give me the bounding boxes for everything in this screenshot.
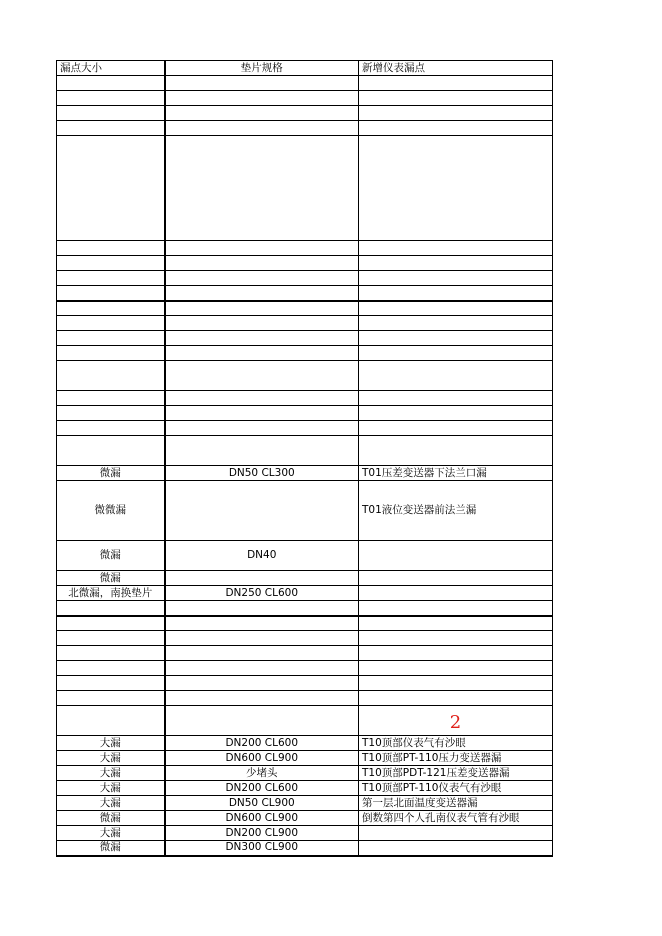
- table-row: [57, 841, 553, 856]
- leak-size-cell[interactable]: [57, 316, 165, 331]
- table-row: [57, 781, 553, 796]
- leak-size-cell[interactable]: [57, 436, 165, 466]
- gasket-spec-cell[interactable]: [165, 631, 359, 646]
- leak-point-cell[interactable]: [359, 256, 553, 271]
- leak-point-cell[interactable]: [359, 271, 553, 286]
- leak-point-cell[interactable]: [359, 106, 553, 121]
- table-row: [57, 661, 553, 676]
- leak-point-cell[interactable]: T01压差变送器下法兰口漏: [359, 466, 553, 481]
- leak-size-cell[interactable]: [57, 421, 165, 436]
- leak-size-cell[interactable]: 微漏: [57, 571, 165, 586]
- table-row: [57, 601, 553, 616]
- leak-size-cell[interactable]: [57, 646, 165, 661]
- leak-size-cell[interactable]: 微漏: [57, 811, 165, 826]
- leak-point-cell[interactable]: [359, 121, 553, 136]
- leak-point-cell[interactable]: T10顶部PT-110压力变送器漏: [359, 751, 553, 766]
- table-row: [57, 271, 553, 286]
- leak-size-cell[interactable]: 大漏: [57, 751, 165, 766]
- leak-point-cell[interactable]: [359, 601, 553, 616]
- table-row: [57, 691, 553, 706]
- leak-size-cell[interactable]: [57, 136, 165, 241]
- gasket-spec-cell[interactable]: [165, 406, 359, 421]
- leak-size-cell[interactable]: [57, 631, 165, 646]
- leak-size-cell[interactable]: [57, 616, 165, 631]
- gasket-spec-cell[interactable]: [165, 421, 359, 436]
- table-row: [57, 331, 553, 346]
- leak-point-cell[interactable]: [359, 136, 553, 241]
- table-row: [57, 301, 553, 316]
- leak-point-cell[interactable]: [359, 586, 553, 601]
- table-row: [57, 256, 553, 271]
- table-row: [57, 406, 553, 421]
- leak-size-cell[interactable]: 微微漏: [57, 481, 165, 541]
- table-row: [57, 541, 553, 571]
- leak-point-cell[interactable]: [359, 826, 553, 841]
- leak-point-cell[interactable]: [359, 676, 553, 691]
- header-row: [57, 61, 553, 76]
- leak-size-cell[interactable]: 微漏: [57, 541, 165, 571]
- gasket-spec-cell[interactable]: [165, 616, 359, 631]
- header-gasket-spec[interactable]: 垫片规格: [165, 61, 359, 76]
- gasket-spec-cell[interactable]: [165, 316, 359, 331]
- leak-size-cell[interactable]: [57, 601, 165, 616]
- leak-size-cell[interactable]: [57, 121, 165, 136]
- gasket-spec-cell[interactable]: [165, 661, 359, 676]
- leak-point-cell[interactable]: [359, 841, 553, 856]
- table-row: [57, 136, 553, 241]
- leak-point-cell[interactable]: [359, 76, 553, 91]
- gasket-spec-cell[interactable]: DN300 CL900: [165, 841, 359, 856]
- gasket-spec-cell[interactable]: [165, 346, 359, 361]
- leak-size-cell[interactable]: [57, 691, 165, 706]
- table-row: [57, 796, 553, 811]
- leak-point-cell[interactable]: [359, 421, 553, 436]
- gasket-spec-cell[interactable]: [165, 436, 359, 466]
- gasket-spec-cell[interactable]: 少堵头: [165, 766, 359, 781]
- leak-point-cell[interactable]: [359, 406, 553, 421]
- gasket-spec-cell[interactable]: [165, 481, 359, 541]
- leak-size-cell[interactable]: [57, 676, 165, 691]
- leak-size-cell[interactable]: [57, 706, 165, 736]
- leak-point-cell[interactable]: [359, 541, 553, 571]
- table-row: [57, 286, 553, 301]
- leak-size-cell[interactable]: [57, 256, 165, 271]
- leak-size-cell[interactable]: 大漏: [57, 781, 165, 796]
- table-row: [57, 346, 553, 361]
- table-row: [57, 586, 553, 601]
- gasket-spec-cell[interactable]: DN250 CL600: [165, 586, 359, 601]
- table-row: [57, 751, 553, 766]
- gasket-spec-cell[interactable]: [165, 391, 359, 406]
- leak-size-cell[interactable]: 大漏: [57, 826, 165, 841]
- leak-table: [56, 60, 553, 857]
- leak-size-cell[interactable]: [57, 346, 165, 361]
- table-row: [57, 481, 553, 541]
- leak-point-cell[interactable]: [359, 316, 553, 331]
- leak-size-cell[interactable]: [57, 106, 165, 121]
- leak-size-cell[interactable]: [57, 391, 165, 406]
- gasket-spec-cell[interactable]: DN200 CL900: [165, 826, 359, 841]
- gasket-spec-cell[interactable]: [165, 256, 359, 271]
- leak-point-cell[interactable]: [359, 436, 553, 466]
- leak-size-cell[interactable]: [57, 271, 165, 286]
- table-row: [57, 646, 553, 661]
- leak-size-cell[interactable]: 大漏: [57, 796, 165, 811]
- gasket-spec-cell[interactable]: DN600 CL900: [165, 751, 359, 766]
- leak-point-cell[interactable]: [359, 301, 553, 316]
- gasket-spec-cell[interactable]: [165, 601, 359, 616]
- table-row: [57, 766, 553, 781]
- gasket-spec-cell[interactable]: DN50 CL900: [165, 796, 359, 811]
- leak-size-cell[interactable]: [57, 406, 165, 421]
- table-row: [57, 241, 553, 256]
- table-row: [57, 571, 553, 586]
- gasket-spec-cell[interactable]: [165, 136, 359, 241]
- gasket-spec-cell[interactable]: [165, 91, 359, 106]
- leak-size-cell[interactable]: [57, 301, 165, 316]
- leak-point-cell[interactable]: [359, 571, 553, 586]
- leak-size-cell[interactable]: [57, 331, 165, 346]
- gasket-spec-cell[interactable]: DN200 CL600: [165, 736, 359, 751]
- table-row: [57, 616, 553, 631]
- gasket-spec-cell[interactable]: [165, 646, 359, 661]
- gasket-spec-cell[interactable]: DN200 CL600: [165, 781, 359, 796]
- gasket-spec-cell[interactable]: [165, 361, 359, 391]
- gasket-spec-cell[interactable]: [165, 676, 359, 691]
- table-row: [57, 466, 553, 481]
- gasket-spec-cell[interactable]: [165, 106, 359, 121]
- leak-point-cell[interactable]: [359, 391, 553, 406]
- header-leak-size[interactable]: 漏点大小: [57, 61, 165, 76]
- leak-point-cell[interactable]: [359, 331, 553, 346]
- gasket-spec-cell[interactable]: [165, 331, 359, 346]
- leak-point-cell[interactable]: T10顶部仪表气有沙眼: [359, 736, 553, 751]
- leak-table-body: [57, 61, 553, 856]
- table-row: [57, 76, 553, 91]
- table-row: [57, 676, 553, 691]
- leak-point-cell[interactable]: [359, 646, 553, 661]
- table-row: [57, 421, 553, 436]
- gasket-spec-cell[interactable]: [165, 571, 359, 586]
- leak-size-cell[interactable]: [57, 661, 165, 676]
- table-row: [57, 631, 553, 646]
- table-row: [57, 826, 553, 841]
- table-row: [57, 736, 553, 751]
- leak-size-cell[interactable]: [57, 91, 165, 106]
- gasket-spec-cell[interactable]: [165, 271, 359, 286]
- leak-size-cell[interactable]: [57, 241, 165, 256]
- gasket-spec-cell[interactable]: DN600 CL900: [165, 811, 359, 826]
- table-row: [57, 121, 553, 136]
- leak-point-cell[interactable]: [359, 631, 553, 646]
- leak-size-cell[interactable]: [57, 76, 165, 91]
- leak-size-cell[interactable]: 北微漏，南换垫片: [57, 586, 165, 601]
- gasket-spec-cell[interactable]: [165, 241, 359, 256]
- leak-point-cell[interactable]: [359, 691, 553, 706]
- leak-point-cell[interactable]: [359, 91, 553, 106]
- table-row: [57, 316, 553, 331]
- table-row: [57, 391, 553, 406]
- leak-point-cell[interactable]: [359, 346, 553, 361]
- leak-point-cell[interactable]: 倒数第四个人孔南仪表气管有沙眼: [359, 811, 553, 826]
- leak-point-cell[interactable]: 2: [359, 706, 553, 736]
- leak-point-cell[interactable]: 第一层北面温度变送器漏: [359, 796, 553, 811]
- leak-size-cell[interactable]: 微漏: [57, 841, 165, 856]
- table-row: [57, 436, 553, 466]
- leak-point-cell[interactable]: T01液位变送器前法兰漏: [359, 481, 553, 541]
- table-row: [57, 811, 553, 826]
- leak-point-cell[interactable]: [359, 616, 553, 631]
- leak-point-cell[interactable]: T10顶部PDT-121压差变送器漏: [359, 766, 553, 781]
- table-row: [57, 361, 553, 391]
- leak-point-cell[interactable]: [359, 241, 553, 256]
- leak-size-cell[interactable]: [57, 361, 165, 391]
- gasket-spec-cell[interactable]: [165, 76, 359, 91]
- leak-point-cell[interactable]: T10顶部PT-110仪表气有沙眼: [359, 781, 553, 796]
- leak-size-cell[interactable]: 大漏: [57, 766, 165, 781]
- leak-point-cell[interactable]: [359, 661, 553, 676]
- leak-point-cell[interactable]: [359, 286, 553, 301]
- header-new-leak-point[interactable]: 新增仪表漏点: [359, 61, 553, 76]
- table-row: [57, 106, 553, 121]
- gasket-spec-cell[interactable]: [165, 706, 359, 736]
- leak-size-cell[interactable]: 大漏: [57, 736, 165, 751]
- leak-size-cell[interactable]: 微漏: [57, 466, 165, 481]
- gasket-spec-cell[interactable]: DN50 CL300: [165, 466, 359, 481]
- leak-point-cell[interactable]: [359, 361, 553, 391]
- gasket-spec-cell[interactable]: [165, 286, 359, 301]
- table-row: [57, 706, 553, 736]
- gasket-spec-cell[interactable]: [165, 301, 359, 316]
- table-row: [57, 91, 553, 106]
- gasket-spec-cell[interactable]: [165, 121, 359, 136]
- leak-size-cell[interactable]: [57, 286, 165, 301]
- gasket-spec-cell[interactable]: [165, 691, 359, 706]
- gasket-spec-cell[interactable]: DN40: [165, 541, 359, 571]
